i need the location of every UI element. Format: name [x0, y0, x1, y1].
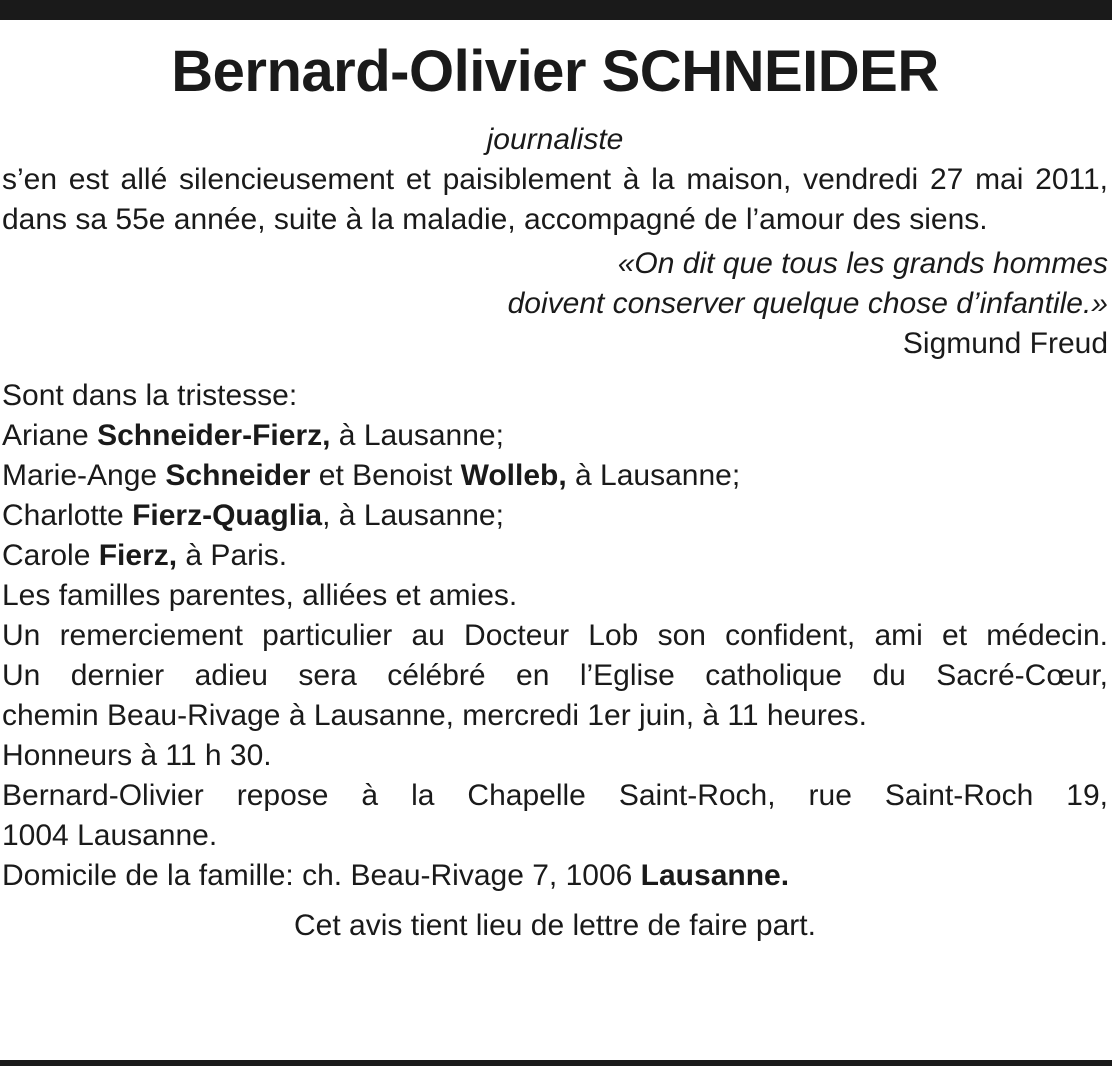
ceremony-line-1: Un dernier adieu sera célébré en l’Eglise catholique du Sacré-Cœur, [2, 659, 1108, 692]
mourner-line: Marie-Ange Schneider et Benoist Wolleb, à Lausanne; [2, 459, 741, 492]
quote-author: Sigmund Freud [902, 327, 1108, 360]
mourner-line: Carole Fierz, à Paris. [2, 539, 288, 572]
top-rule [0, 0, 1112, 20]
honours-line: Honneurs à 11 h 30. [2, 739, 272, 772]
profession: journaliste [486, 123, 624, 156]
deceased-name: Bernard-Olivier SCHNEIDER [171, 39, 939, 104]
domicile-city: Lausanne. [640, 859, 790, 892]
bottom-rule [0, 1060, 1112, 1066]
quote-line-2: doivent conserver quelque chose d’infantile.» [507, 287, 1108, 320]
rest-line-2: 1004 Lausanne. [2, 819, 218, 852]
thanks-line: Un remerciement particulier au Docteur Lob son confident, ami et médecin. [2, 619, 1108, 652]
mourners-heading: Sont dans la tristesse: [2, 379, 298, 412]
ceremony-line-2: chemin Beau-Rivage à Lausanne, mercredi 1er juin, à 11 heures. [2, 699, 867, 732]
mourner-surname: Wolleb, [460, 459, 567, 492]
mourner-surname: Fierz, [98, 539, 178, 572]
intro-paragraph: s’en est allé silencieusement et paisiblement à la maison, vendredi 27 mai 2011, dans sa 55e année, suite à la maladie, accompagné de l’amour des siens. [2, 163, 1108, 236]
quote-line-1: «On dit que tous les grands hommes [617, 247, 1108, 280]
mourner-surname: Schneider-Fierz, [97, 419, 331, 452]
families-line: Les familles parentes, alliées et amies. [2, 579, 518, 612]
domicile-line: Domicile de la famille: ch. Beau-Rivage 7, 1006 Lausanne. [2, 859, 790, 892]
mourner-surname: Schneider [165, 459, 311, 492]
mourner-line: Charlotte Fierz-Quaglia, à Lausanne; [2, 499, 504, 532]
rest-line-1: Bernard-Olivier repose à la Chapelle Saint-Roch, rue Saint-Roch 19, [2, 779, 1108, 812]
mourner-line: Ariane Schneider-Fierz, à Lausanne; [2, 419, 504, 452]
footer-note: Cet avis tient lieu de lettre de faire part. [294, 909, 816, 942]
death-notice [2, 32, 1108, 946]
mourner-surname: Fierz-Quaglia [132, 499, 323, 532]
quote [2, 244, 1108, 324]
